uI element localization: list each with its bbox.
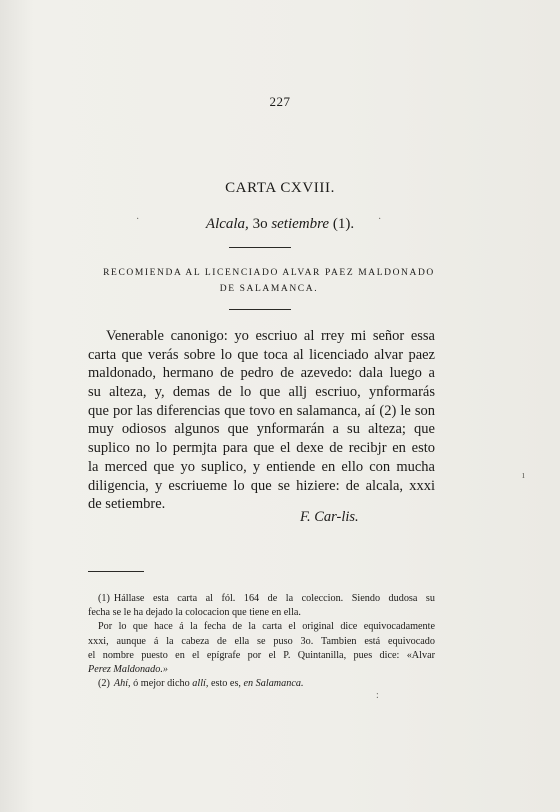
body-line: muy odiosos algunos que ynformarán a su alteza; que: [88, 421, 435, 438]
divider-rule: [229, 247, 291, 248]
print-speck: :: [376, 690, 379, 701]
body-line: de setiembre.: [88, 496, 166, 513]
footnote-2-line: [88, 677, 435, 691]
footnotes: [88, 592, 435, 691]
footnote-1-number: (1): [98, 593, 110, 604]
body-line: maldonado, hermano de pedro de azevedo: dala luego a: [88, 365, 435, 382]
page-number: 227: [269, 94, 291, 109]
footnote-1-line: Perez Maldonado.»: [88, 663, 168, 675]
summary-line: DE SALAMANCA.: [219, 284, 319, 294]
footnote-1-line: xxxi, aunque á la cabeza de ella se puso 3o. Tambien está equivocado: [88, 635, 435, 647]
body-line: suplico no lo permjta para que el dexe de recibjr en esto: [88, 440, 435, 457]
print-speck: ·: [378, 214, 382, 225]
footnote-2-term: en Salamanca.: [243, 678, 304, 690]
summary-line: RECOMIENDA AL LICENCIADO ALVAR PAEZ MALDONADO: [103, 268, 435, 278]
body-line: diligencia, y escriueme lo que se hiziere: de alcala, xxxi: [88, 477, 435, 494]
print-speck: ·: [136, 214, 140, 225]
footnote-2-term: Ahí,: [113, 678, 131, 690]
footnote-1-line: el nombre puesto en el epígrafe por el P. Quintanilla, pues dice: «Alvar: [88, 649, 435, 661]
footnote-2-number: (2): [98, 678, 110, 690]
dateline-day: 3o: [252, 216, 268, 232]
footnote-separator: [88, 571, 144, 572]
footnote-2-term: allí,: [192, 678, 209, 690]
body-line: carta que verás sobre lo que toca al licenciado alvar paez: [88, 346, 435, 363]
letter-summary: [96, 265, 442, 297]
footnote-1-text: Hállase esta carta al fól. 164 de la coleccion. Siendo dudosa su: [113, 593, 435, 604]
footnote-1-line: fecha se le ha dejado la colocacion que tiene en ella.: [88, 607, 301, 619]
letter-title: CARTA CXVIII.: [225, 180, 335, 196]
letter-dateline: [0, 216, 560, 233]
footnote-1-line: [88, 592, 435, 606]
print-speck: ı: [522, 470, 525, 481]
body-line: que por las diferencias que tovo en salamanca, aí (2) le son: [88, 402, 435, 419]
divider-rule: [229, 309, 291, 310]
body-line: la merced que yo suplico, y entiende en ello con mucha: [88, 458, 435, 475]
dateline-month: setiembre: [271, 216, 330, 232]
dateline-place: Alcala,: [205, 216, 249, 232]
letter-body: [88, 327, 435, 514]
footnote-2-text: ó mejor dicho: [130, 678, 193, 690]
body-line: su alteza, y, demas de lo que allj escriuo, ynformarás: [88, 384, 435, 401]
footnote-1-line: Por lo que hace á la fecha de la carta el original dice equivocadamente: [98, 621, 435, 633]
letter-signature: F. Car-lis.: [300, 509, 359, 525]
footnote-2-text: esto es,: [208, 678, 244, 690]
dateline-footnote-ref: (1).: [332, 216, 355, 232]
body-line: Venerable canonigo: yo escriuo al rrey mi señor essa: [106, 328, 435, 344]
